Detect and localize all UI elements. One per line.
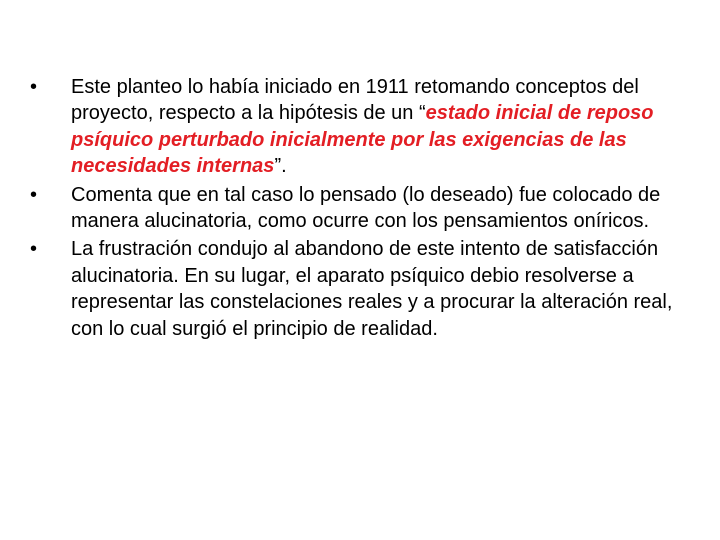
bullet-2-text: Comenta que en tal caso lo pensado (lo deseado) fue colocado de manera alucinatoria, como ocurre con los pensamientos oníricos. <box>71 183 661 233</box>
bullet-item-2 <box>30 182 690 235</box>
bullet-item-3 <box>30 236 690 342</box>
bullet-1-text: Este planteo lo había iniciado en 1911 retomando conceptos del proyecto, respecto a la hipótesis de un “ <box>71 76 639 125</box>
bullet-list <box>30 74 690 344</box>
bullet-1-emphasis: estado inicial de reposo psíquico perturbado inicialmente por las exigencias de las necesidades internas <box>71 102 654 178</box>
bullet-item-1 <box>30 74 690 180</box>
bullet-1-closing: ”. <box>274 155 287 178</box>
bullet-3-text: La frustración condujo al abandono de este intento de satisfacción alucinatoria. En su lugar, el aparato psíquico debio resolverse a representar las constelaciones reales y a procurar la alteración real, con lo cual surgió el principio de realidad. <box>71 238 673 340</box>
